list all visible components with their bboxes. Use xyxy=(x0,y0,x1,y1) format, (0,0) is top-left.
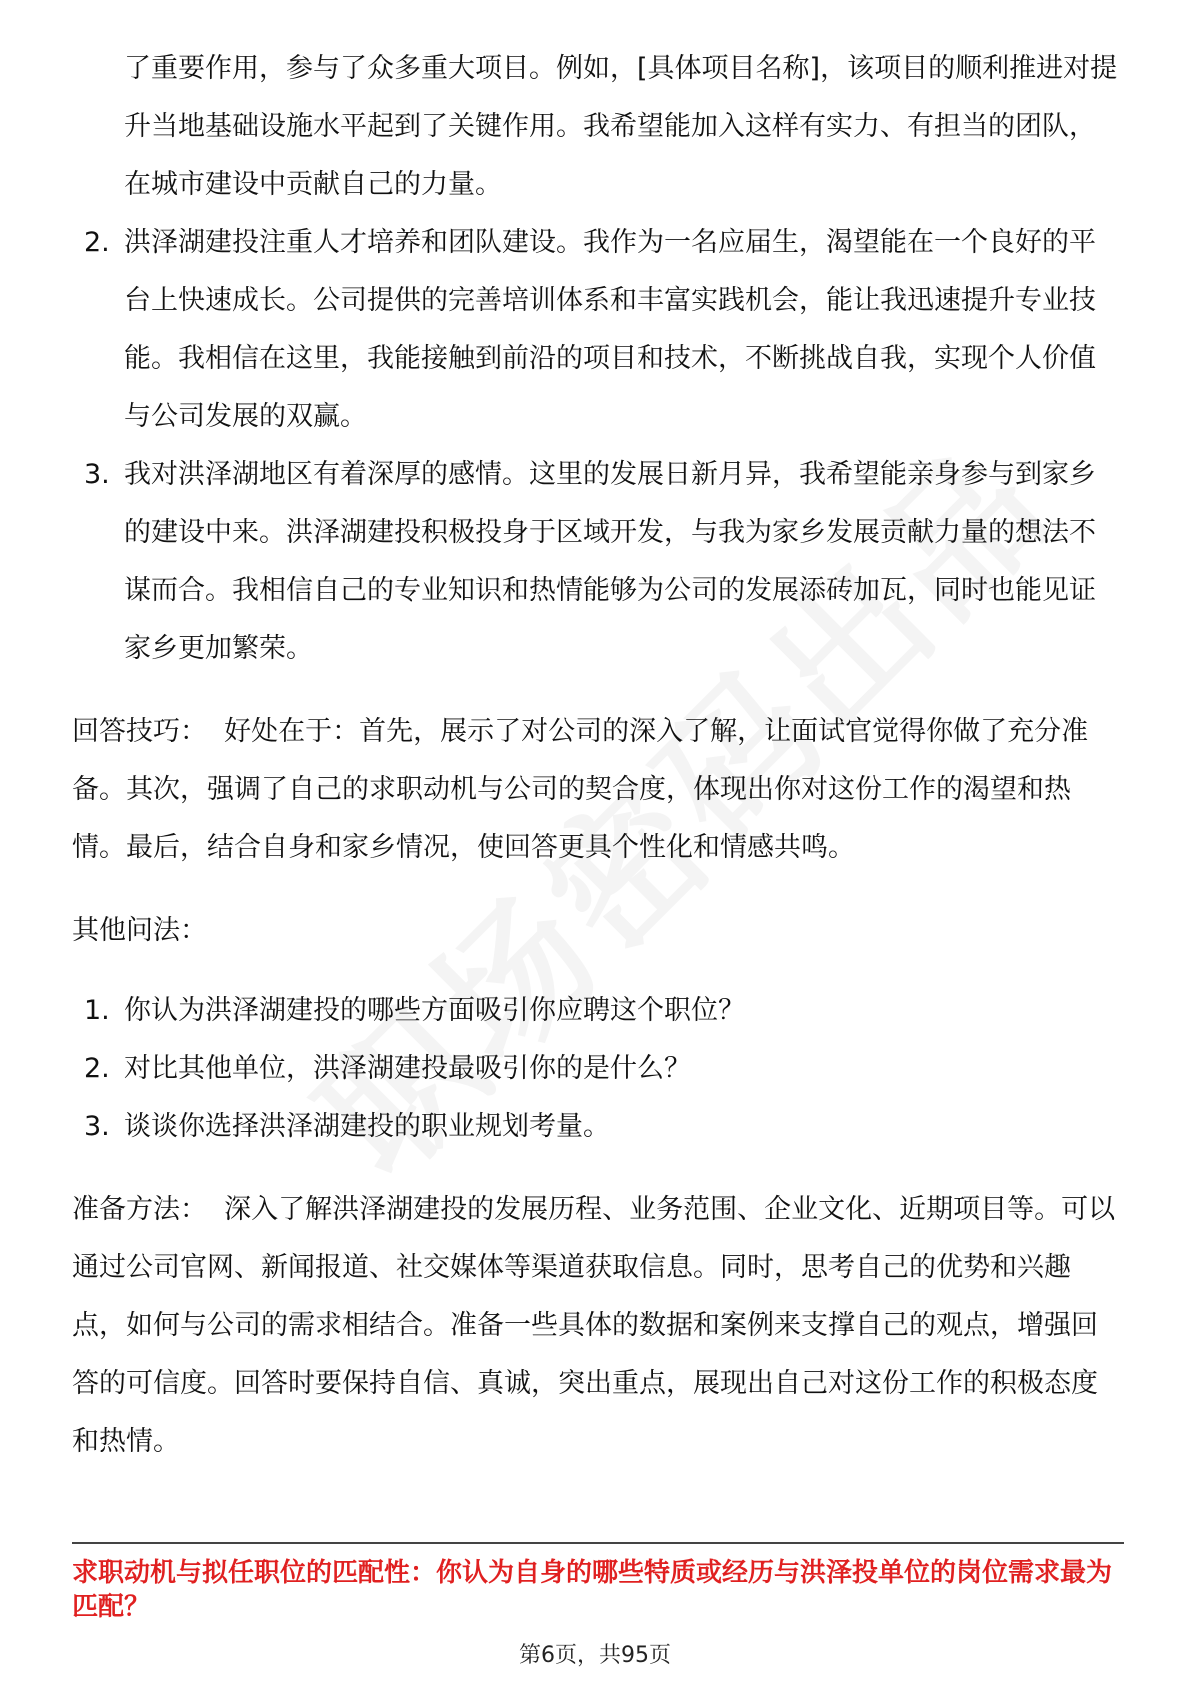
list-text: 你认为洪泽湖建投的哪些方面吸引你应聘这个职位？ xyxy=(124,995,745,1026)
list-item xyxy=(72,214,1122,446)
reasons-list xyxy=(72,214,1122,678)
content xyxy=(72,40,1122,1471)
continuation-paragraph: 了重要作用，参与了众多重大项目。例如，[具体项目名称]，该项目的顺利推进对提升当地基础设施水平起到了关键作用。我希望能加入这样有实力、有担当的团队，在城市建设中贡献自己的力量。 xyxy=(124,53,1118,200)
other-questions-heading: 其他问法： xyxy=(72,915,207,946)
list-number: 2. xyxy=(84,1053,110,1084)
page-number: 第6页，共95页 xyxy=(519,1643,671,1668)
tips-text: 好处在于：首先，展示了对公司的深入了解，让面试官觉得你做了充分准备。其次，强调了自己的求职动机与公司的契合度，体现出你对这份工作的渴望和热情。最后，结合自身和家乡情况，使回答更具个性化和情感共鸣。 xyxy=(72,716,1089,863)
list-item xyxy=(72,1098,1122,1156)
list-text: 对比其他单位，洪泽湖建投最吸引你的是什么？ xyxy=(124,1053,691,1084)
list-number: 3. xyxy=(84,459,110,490)
list-item xyxy=(72,1040,1122,1098)
list-item xyxy=(72,982,1122,1040)
next-question-heading: 求职动机与拟任职位的匹配性：你认为自身的哪些特质或经历与洪泽投单位的岗位需求最为匹配？ xyxy=(72,1558,1113,1622)
prep-paragraph xyxy=(72,1181,1122,1471)
tips-paragraph xyxy=(72,703,1122,877)
other-questions-list xyxy=(72,982,1122,1156)
list-text: 谈谈你选择洪泽湖建投的职业规划考量。 xyxy=(124,1111,610,1142)
tips-label: 回答技巧： xyxy=(72,716,207,747)
list-number: 2. xyxy=(84,227,110,258)
list-text: 我对洪泽湖地区有着深厚的感情。这里的发展日新月异，我希望能亲身参与到家乡的建设中来。洪泽湖建投积极投身于区域开发，与我为家乡发展贡献力量的想法不谋而合。我相信自己的专业知识和热情能够为公司的发展添砖加瓦，同时也能见证家乡更加繁荣。 xyxy=(124,459,1096,664)
prep-label: 准备方法： xyxy=(72,1194,207,1225)
prep-text: 深入了解洪泽湖建投的发展历程、业务范围、企业文化、近期项目等。可以通过公司官网、新闻报道、社交媒体等渠道获取信息。同时，思考自己的优势和兴趣点，如何与公司的需求相结合。准备一些具体的数据和案例来支撑自己的观点，增强回答的可信度。回答时要保持自信、真诚，突出重点，展现出自己对这份工作的积极态度和热情。 xyxy=(72,1194,1116,1457)
list-item xyxy=(72,446,1122,678)
list-number: 3. xyxy=(84,1111,110,1142)
list-number: 1. xyxy=(84,995,110,1026)
divider xyxy=(72,1542,1124,1544)
list-text: 洪泽湖建投注重人才培养和团队建设。我作为一名应届生，渴望能在一个良好的平台上快速成长。公司提供的完善培训体系和丰富实践机会，能让我迅速提升专业技能。我相信在这里，我能接触到前沿的项目和技术，不断挑战自我，实现个人价值与公司发展的双赢。 xyxy=(124,227,1096,432)
